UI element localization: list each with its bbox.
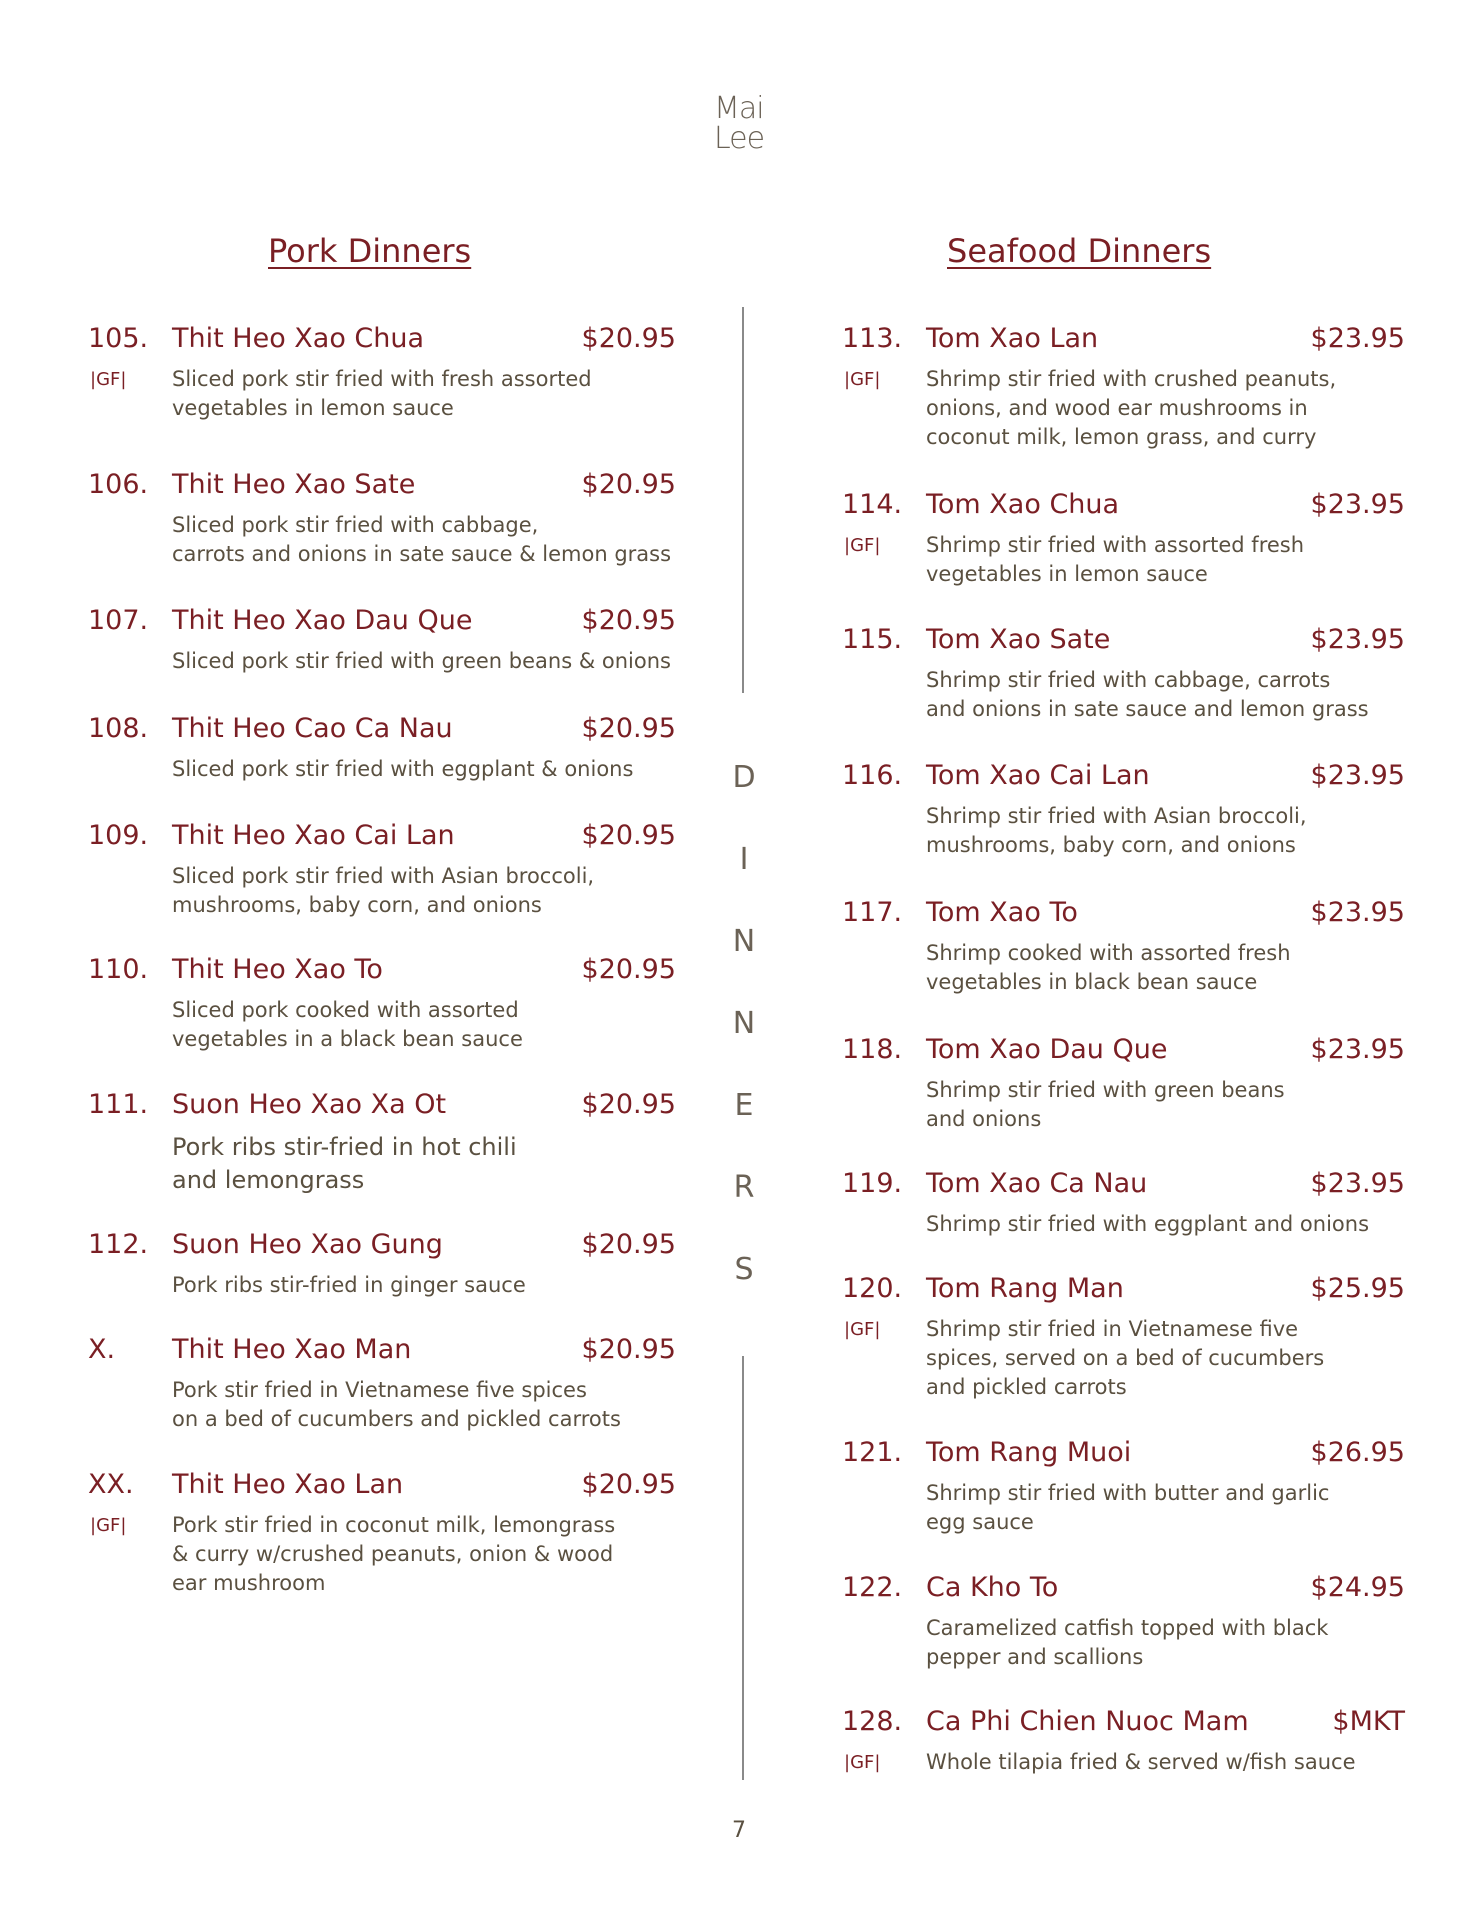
item-number: 115. [842,624,903,655]
item-price: $23.95 [1310,323,1405,354]
item-number: 105. [88,323,149,354]
item-number: 122. [842,1572,903,1603]
item-number: 114. [842,489,903,520]
item-name: Tom Xao Sate [926,624,1111,655]
item-number: XX. [88,1469,134,1500]
gluten-free-badge: |GF| [844,1319,881,1340]
item-description: Sliced pork stir fried with eggplant & onions [172,757,634,781]
vertical-letter: E [734,1088,754,1123]
item-description: Whole tilapia fried & served w/fish sauce [926,1750,1356,1774]
item-number: 111. [88,1089,149,1120]
item-number: 107. [88,605,149,636]
item-number: 116. [842,760,903,791]
seafood-dinners-title: Seafood Dinners [947,232,1212,270]
item-description: Shrimp stir fried with crushed peanuts, onions, and wood ear mushrooms in coconut milk, lemon grass, and curry [926,367,1337,449]
item-name: Thit Heo Xao Cai Lan [172,820,455,851]
item-name: Tom Xao To [926,897,1078,928]
item-price: $23.95 [1310,489,1405,520]
divider-top [742,307,744,693]
item-number: X. [88,1334,116,1365]
item-description: Shrimp stir fried with butter and garlic egg sauce [926,1481,1330,1534]
page-number: 7 [732,1818,746,1843]
item-number: 120. [842,1273,903,1304]
item-name: Thit Heo Xao Dau Que [172,605,473,636]
item-price: $20.95 [581,1469,676,1500]
item-price: $23.95 [1310,624,1405,655]
logo-line-1: Mai [714,91,764,126]
item-price: $20.95 [581,1229,676,1260]
vertical-letter: N [732,924,756,959]
item-number: 119. [842,1168,903,1199]
item-description: Caramelized catfish topped with black pepper and scallions [926,1616,1329,1669]
item-price: $23.95 [1310,1168,1405,1199]
item-price: $20.95 [581,713,676,744]
logo-line-2: Lee [714,121,765,156]
item-price: $26.95 [1310,1437,1405,1468]
item-description: Shrimp stir fried with cabbage, carrots and onions in sate sauce and lemon grass [926,668,1369,721]
item-price: $20.95 [581,1334,676,1365]
vertical-letter: S [734,1252,754,1287]
item-price: $23.95 [1310,897,1405,928]
item-name: Thit Heo Xao To [172,954,383,985]
item-name: Tom Xao Cai Lan [926,760,1150,791]
item-description: Pork ribs stir-fried in ginger sauce [172,1273,526,1297]
vertical-letter: D [732,760,756,795]
item-description: Sliced pork stir fried with green beans & onions [172,649,671,673]
item-description: Sliced pork stir fried with fresh assorted vegetables in lemon sauce [172,367,592,420]
vertical-letter: R [733,1170,755,1205]
item-name: Suon Heo Xao Gung [172,1229,443,1260]
item-name: Thit Heo Xao Chua [172,323,425,354]
item-number: 110. [88,954,149,985]
item-name: Tom Xao Dau Que [926,1034,1168,1065]
item-number: 118. [842,1034,903,1065]
item-description: Sliced pork stir fried with Asian broccoli, mushrooms, baby corn, and onions [172,864,595,917]
item-price: $20.95 [581,469,676,500]
item-number: 121. [842,1437,903,1468]
gluten-free-badge: |GF| [844,535,881,556]
gluten-free-badge: |GF| [90,369,127,390]
item-name: Thit Heo Xao Man [172,1334,412,1365]
divider-bottom [742,1356,744,1780]
item-description: Sliced pork stir fried with cabbage, carrots and onions in sate sauce & lemon grass [172,513,672,566]
item-price: $20.95 [581,605,676,636]
item-name: Tom Rang Man [926,1273,1124,1304]
vertical-letter: N [732,1006,756,1041]
item-name: Tom Xao Chua [926,489,1120,520]
item-description: Shrimp stir fried with green beans and onions [926,1078,1285,1131]
item-number: 117. [842,897,903,928]
item-description: Pork stir fried in coconut milk, lemongrass & curry w/crushed peanuts, onion & wood ear mushroom [172,1513,616,1595]
item-name: Suon Heo Xao Xa Ot [172,1089,447,1120]
item-name: Tom Xao Lan [926,323,1099,354]
item-description: Pork ribs stir-fried in hot chili and lemongrass [172,1133,517,1194]
item-name: Ca Phi Chien Nuoc Mam [926,1706,1249,1737]
item-name: Thit Heo Cao Ca Nau [172,713,453,744]
item-price: $24.95 [1310,1572,1405,1603]
item-name: Thit Heo Xao Sate [172,469,416,500]
item-description: Shrimp cooked with assorted fresh vegetables in black bean sauce [926,941,1291,994]
item-price: $MKT [1332,1706,1405,1737]
item-price: $23.95 [1310,760,1405,791]
item-number: 106. [88,469,149,500]
item-number: 113. [842,323,903,354]
item-price: $25.95 [1310,1273,1405,1304]
item-number: 109. [88,820,149,851]
vertical-letter: I [739,842,749,877]
item-name: Tom Rang Muoi [926,1437,1132,1468]
item-description: Shrimp stir fried in Vietnamese five spices, served on a bed of cucumbers and pickled carrots [926,1317,1325,1399]
gluten-free-badge: |GF| [90,1515,127,1536]
item-price: $20.95 [581,954,676,985]
item-description: Shrimp stir fried with assorted fresh vegetables in lemon sauce [926,533,1305,586]
item-description: Shrimp stir fried with Asian broccoli, mushrooms, baby corn, and onions [926,804,1307,857]
item-description: Shrimp stir fried with eggplant and onions [926,1212,1370,1236]
item-description: Pork stir fried in Vietnamese five spices on a bed of cucumbers and pickled carrots [172,1378,621,1431]
item-number: 108. [88,713,149,744]
item-name: Ca Kho To [926,1572,1059,1603]
item-name: Tom Xao Ca Nau [926,1168,1148,1199]
item-description: Sliced pork cooked with assorted vegetables in a black bean sauce [172,998,523,1051]
gluten-free-badge: |GF| [844,369,881,390]
item-price: $20.95 [581,1089,676,1120]
item-price: $20.95 [581,323,676,354]
item-price: $20.95 [581,820,676,851]
mai-lee-logo [712,91,772,162]
item-number: 112. [88,1229,149,1260]
item-number: 128. [842,1706,903,1737]
pork-dinners-title: Pork Dinners [268,232,472,270]
item-price: $23.95 [1310,1034,1405,1065]
item-name: Thit Heo Xao Lan [172,1469,404,1500]
gluten-free-badge: |GF| [844,1752,881,1773]
